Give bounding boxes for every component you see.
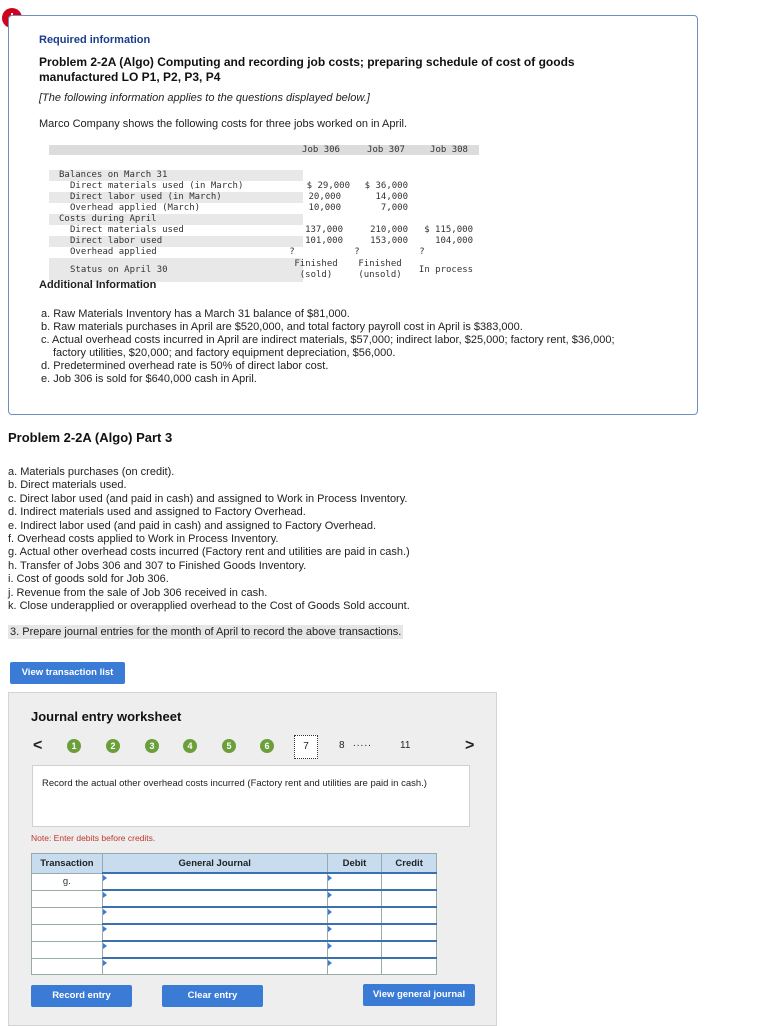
- table-header-row: [49, 144, 479, 155]
- debit-credit-note: Note: Enter debits before credits.: [31, 833, 156, 843]
- cell-value: 10,000: [308, 203, 341, 213]
- step-7-current[interactable]: 7: [294, 735, 318, 759]
- problem-title: Problem 2-2A (Algo) Computing and recording job costs; preparing schedule of cost of goods manufactured LO P1, P2, P3, P4: [39, 55, 575, 84]
- entry-description: Record the actual other overhead costs incurred (Factory rent and utilities are paid in cash.): [42, 778, 427, 789]
- list-item: b. Raw materials purchases in April are $520,000, and total factory payroll cost in April is $383,000.: [41, 321, 523, 333]
- step-3[interactable]: 3: [145, 739, 159, 753]
- clear-entry-button[interactable]: Clear entry: [162, 985, 263, 1007]
- column-header-transaction: Transaction: [32, 854, 103, 874]
- row-label: Direct materials used: [70, 225, 184, 235]
- transaction-cell: [32, 924, 103, 941]
- list-item: b. Direct materials used.: [8, 479, 127, 492]
- table-row: [49, 247, 479, 258]
- list-item: j. Revenue from the sale of Job 306 received in cash.: [8, 586, 268, 599]
- column-header: Job 306: [302, 145, 340, 155]
- status-line: (unsold): [358, 270, 402, 280]
- list-item: e. Job 306 is sold for $640,000 cash in April.: [41, 373, 257, 385]
- cell-value: 20,000: [308, 192, 341, 202]
- list-item: factory utilities, $20,000; and factory equipment depreciation, $56,000.: [53, 347, 396, 359]
- account-select[interactable]: [102, 907, 327, 924]
- list-item: i. Cost of goods sold for Job 306.: [8, 573, 169, 586]
- column-header: Job 307: [367, 145, 405, 155]
- transaction-cell: [32, 958, 103, 975]
- list-item: d. Indirect materials used and assigned to Factory Overhead.: [8, 506, 306, 519]
- step-1[interactable]: 1: [67, 739, 81, 753]
- credit-input[interactable]: [382, 958, 437, 975]
- debit-input[interactable]: [327, 907, 382, 924]
- row-label: Direct materials used (in March): [70, 181, 244, 191]
- step-11[interactable]: 11: [400, 740, 411, 751]
- table-row: [49, 192, 479, 203]
- step-8[interactable]: 8: [339, 740, 345, 751]
- list-item: d. Predetermined overhead rate is 50% of direct labor cost.: [41, 360, 329, 372]
- view-transaction-list-button[interactable]: View transaction list: [10, 662, 125, 684]
- record-entry-button[interactable]: Record entry: [31, 985, 132, 1007]
- account-select[interactable]: [102, 890, 327, 907]
- step-ellipsis: .....: [353, 738, 372, 749]
- cell-value: 7,000: [380, 203, 408, 213]
- table-row: [49, 170, 479, 181]
- list-item: e. Indirect labor used (and paid in cash) and assigned to Factory Overhead.: [8, 519, 377, 532]
- cell-value: 14,000: [375, 192, 408, 202]
- transaction-cell: [32, 941, 103, 958]
- account-select[interactable]: [102, 941, 327, 958]
- debit-input[interactable]: [327, 958, 382, 975]
- account-select[interactable]: [102, 924, 327, 941]
- credit-input[interactable]: [382, 941, 437, 958]
- additional-info-heading: Additional Information: [39, 279, 157, 291]
- status-line: (sold): [299, 270, 333, 280]
- journal-entry-worksheet: [8, 692, 497, 1026]
- row-label: Overhead applied: [70, 247, 157, 257]
- step-4[interactable]: 4: [183, 739, 197, 753]
- worksheet-title: Journal entry worksheet: [31, 709, 182, 724]
- transaction-cell: [32, 890, 103, 907]
- list-item: a. Materials purchases (on credit).: [8, 466, 175, 478]
- list-item: c. Actual overhead costs incurred in April are indirect materials, $57,000; indirect labor, $25,000; factory rent, $36,000;: [41, 334, 615, 346]
- status-cell: [349, 259, 411, 281]
- table-row: [49, 225, 479, 236]
- cell-value: ?: [354, 247, 360, 257]
- list-item: h. Transfer of Jobs 306 and 307 to Finished Goods Inventory.: [8, 559, 307, 572]
- transaction-steps: [8, 466, 708, 613]
- row-label: Overhead applied (March): [70, 203, 201, 213]
- column-header: Job 308: [430, 145, 468, 155]
- table-row: [32, 924, 437, 941]
- step-2[interactable]: 2: [106, 739, 120, 753]
- column-header-debit: Debit: [327, 854, 382, 874]
- credit-input[interactable]: [382, 890, 437, 907]
- cell-value: $ 36,000: [364, 181, 408, 191]
- table-row: [32, 907, 437, 924]
- prev-arrow-icon[interactable]: <: [33, 737, 43, 754]
- list-item: k. Close underapplied or overapplied overhead to the Cost of Goods Sold account.: [8, 600, 410, 613]
- row-label: Direct labor used: [70, 236, 163, 246]
- part-title: Problem 2-2A (Algo) Part 3: [8, 430, 173, 445]
- cell-value: 153,000: [370, 236, 408, 246]
- debit-input[interactable]: [327, 924, 382, 941]
- row-label: Balances on March 31: [59, 170, 168, 180]
- transaction-cell: g.: [32, 873, 103, 890]
- entry-description-box: [32, 765, 470, 827]
- step-6[interactable]: 6: [260, 739, 274, 753]
- column-header-credit: Credit: [382, 854, 437, 874]
- account-select[interactable]: [102, 958, 327, 975]
- status-cell: [285, 259, 347, 281]
- row-label: Status on April 30: [70, 265, 168, 275]
- cell-value: 210,000: [370, 225, 408, 235]
- cell-value: ?: [289, 247, 295, 257]
- cell-value: 137,000: [305, 225, 343, 235]
- debit-input[interactable]: [327, 873, 382, 890]
- table-row: [32, 958, 437, 975]
- table-row: [49, 203, 479, 214]
- table-row: [32, 941, 437, 958]
- status-line: Finished: [294, 259, 338, 269]
- table-header-row: [32, 854, 437, 874]
- status-line: Finished: [358, 259, 402, 269]
- debit-input[interactable]: [327, 890, 382, 907]
- table-row: [49, 214, 479, 225]
- journal-table: [31, 853, 437, 975]
- cell-value: ?: [419, 247, 425, 257]
- required-info-panel: [8, 15, 698, 415]
- cell-value: 101,000: [305, 236, 343, 246]
- row-label: Direct labor used (in March): [70, 192, 222, 202]
- instruction-text: 3. Prepare journal entries for the month of April to record the above transactions.: [10, 626, 402, 638]
- list-item: c. Direct labor used (and paid in cash) and assigned to Work in Process Inventory.: [8, 492, 408, 505]
- table-row: [32, 890, 437, 907]
- step-5[interactable]: 5: [222, 739, 236, 753]
- next-arrow-icon[interactable]: >: [465, 737, 475, 754]
- row-label: Costs during April: [59, 214, 157, 224]
- info-note: [The following information applies to the questions displayed below.]: [39, 92, 370, 104]
- table-row: [32, 873, 437, 890]
- cell-value: 104,000: [435, 236, 473, 246]
- status-line: In process: [418, 265, 474, 275]
- credit-input[interactable]: [382, 907, 437, 924]
- table-row: [49, 181, 479, 192]
- list-item: f. Overhead costs applied to Work in Process Inventory.: [8, 533, 279, 546]
- account-select[interactable]: [102, 873, 327, 890]
- view-general-journal-button[interactable]: View general journal: [363, 984, 475, 1006]
- column-header-general-journal: General Journal: [102, 854, 327, 874]
- transaction-cell: [32, 907, 103, 924]
- cell-value: $ 115,000: [424, 225, 473, 235]
- cell-value: $ 29,000: [306, 181, 350, 191]
- part-instruction: [8, 626, 403, 638]
- credit-input[interactable]: [382, 924, 437, 941]
- list-item: a. Raw Materials Inventory has a March 31 balance of $81,000.: [41, 308, 350, 320]
- credit-input[interactable]: [382, 873, 437, 890]
- required-info-heading: Required information: [39, 34, 151, 46]
- list-item: g. Actual other overhead costs incurred (Factory rent and utilities are paid in cash.): [8, 546, 410, 559]
- table-row: [49, 236, 479, 247]
- additional-info-list: [41, 308, 681, 386]
- intro-text: Marco Company shows the following costs for three jobs worked on in April.: [39, 118, 408, 130]
- debit-input[interactable]: [327, 941, 382, 958]
- status-cell: [415, 265, 477, 276]
